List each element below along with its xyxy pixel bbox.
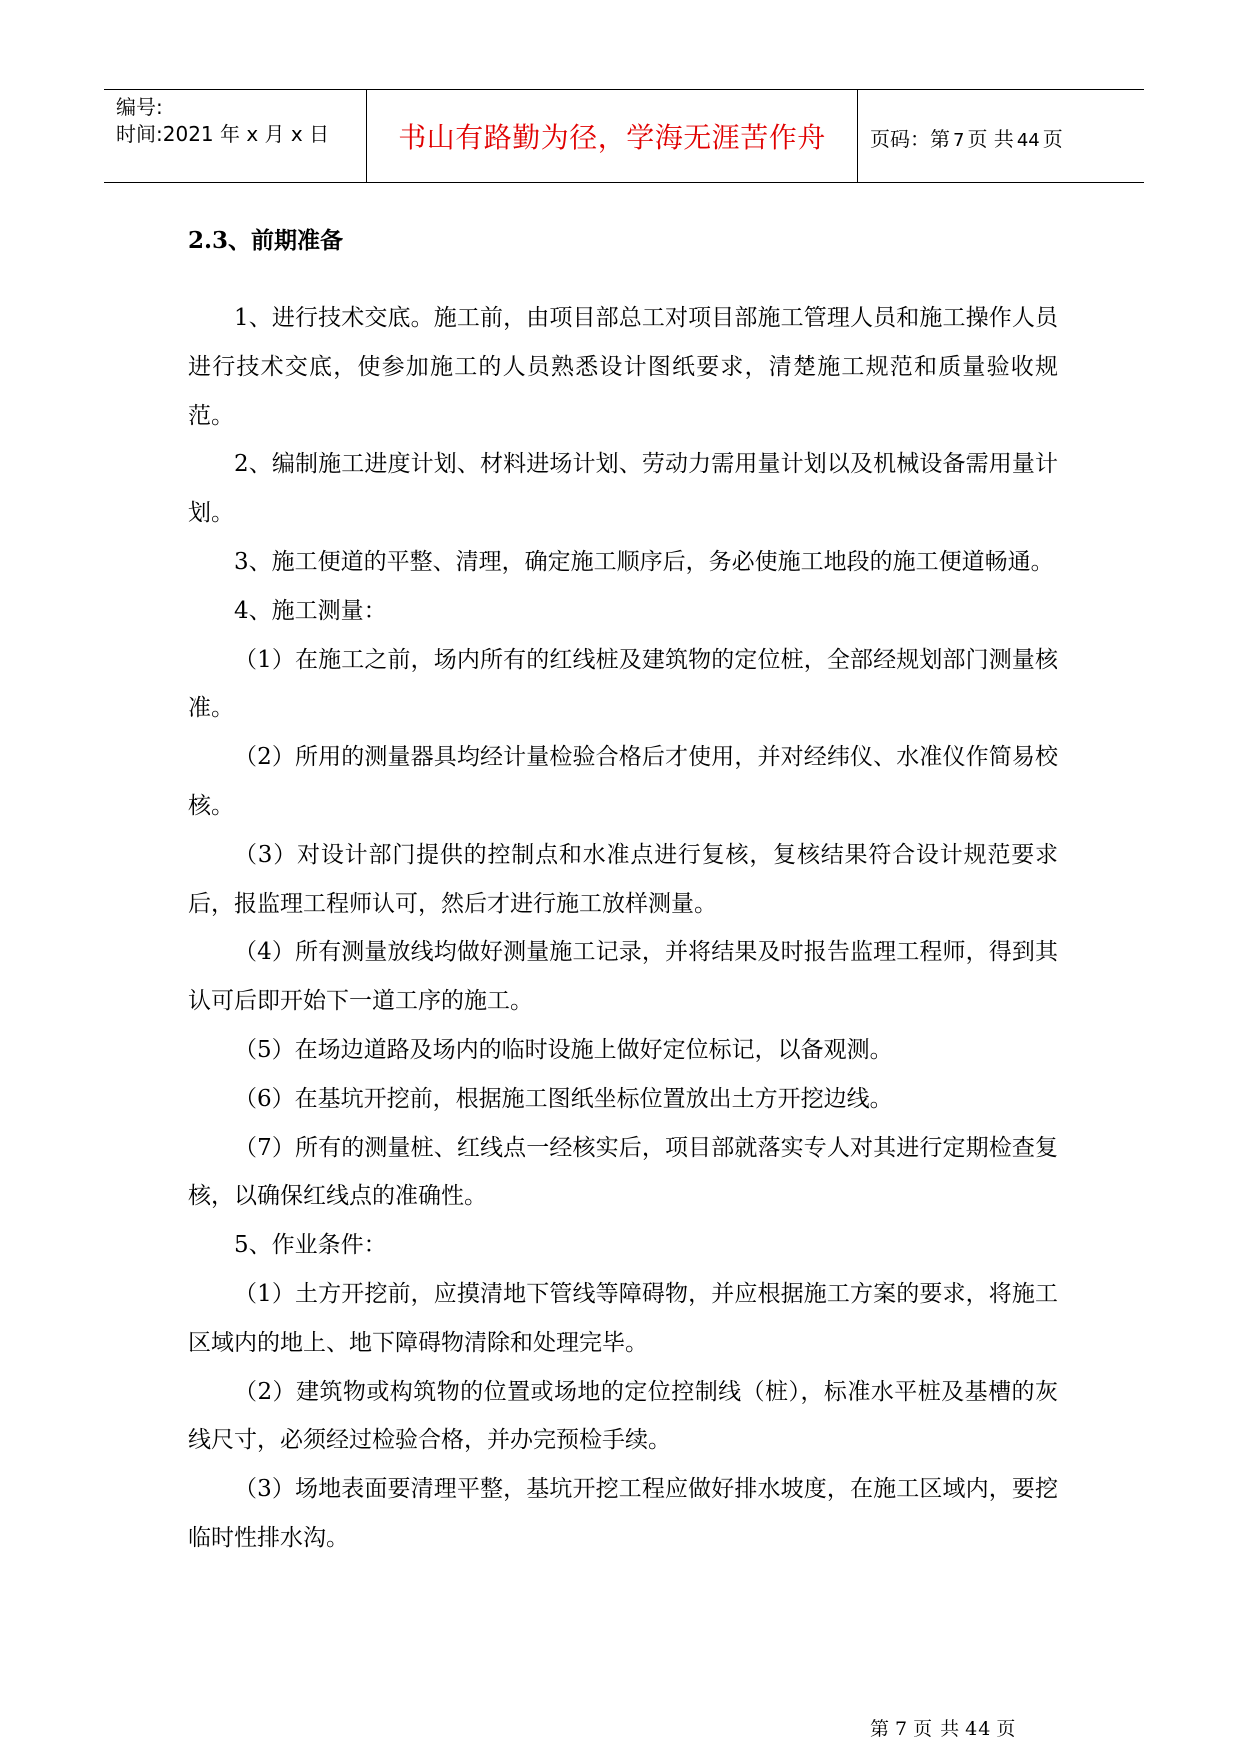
paragraph: （3）对设计部门提供的控制点和水准点进行复核，复核结果符合设计规范要求后，报监理工程师认可，然后才进行施工放样测量。	[188, 841, 1058, 917]
header-divider-right	[857, 90, 858, 182]
paragraph: （2）建筑物或构筑物的位置或场地的定位控制线（桩），标准水平桩及基槽的灰线尺寸，必须经过检验合格，并办完预检手续。	[188, 1378, 1058, 1454]
paragraph: （1）在施工之前，场内所有的红线桩及建筑物的定位桩，全部经规划部门测量核准。	[188, 646, 1058, 722]
section-title: 2.3、前期准备	[188, 227, 344, 254]
page-current: 7	[953, 130, 965, 151]
document-body	[188, 294, 1058, 1563]
paragraph: （1）土方开挖前，应摸清地下管线等障碍物，并应根据施工方案的要求，将施工区域内的地上、地下障碍物清除和处理完毕。	[188, 1280, 1058, 1356]
footer-total: 44	[965, 1718, 992, 1740]
page-suffix: 页	[1042, 127, 1063, 151]
page-total: 44	[1016, 130, 1040, 151]
page-prefix: 页码：第	[870, 127, 950, 151]
page-footer	[870, 1714, 1060, 1741]
paragraph: 4、施工测量：	[234, 597, 387, 624]
paragraph: （6）在基坑开挖前，根据施工图纸坐标位置放出土方开挖边线。	[234, 1085, 893, 1112]
header-meta	[116, 94, 329, 148]
footer-prefix: 第	[870, 1718, 891, 1740]
paragraph: 1、进行技术交底。施工前，由项目部总工对项目部施工管理人员和施工操作人员进行技术交底，使参加施工的人员熟悉设计图纸要求，清楚施工规范和质量验收规范。	[188, 305, 1058, 429]
page-mid: 页 共	[967, 127, 1014, 151]
paragraph: （7）所有的测量桩、红线点一经核实后，项目部就落实专人对其进行定期检查复核，以确保红线点的准确性。	[188, 1134, 1058, 1210]
paragraph: 3、施工便道的平整、清理，确定施工顺序后，务必使施工地段的施工便道畅通。	[234, 548, 1054, 575]
footer-current: 7	[895, 1718, 909, 1740]
time-line	[116, 121, 329, 148]
time-value: 2021 年 x 月 x 日	[162, 122, 330, 146]
time-label: 时间:	[116, 122, 163, 146]
paragraph: （5）在场边道路及场内的临时设施上做好定位标记，以备观测。	[234, 1036, 893, 1063]
footer-suffix: 页	[996, 1718, 1017, 1740]
page-header	[104, 89, 1144, 183]
footer-mid: 页 共	[913, 1718, 961, 1740]
paragraph: （4）所有测量放线均做好测量施工记录，并将结果及时报告监理工程师，得到其认可后即开始下一道工序的施工。	[188, 939, 1058, 1015]
paragraph: 5、作业条件：	[234, 1232, 387, 1259]
paragraph: （3）场地表面要清理平整，基坑开挖工程应做好排水坡度，在施工区域内，要挖临时性排水沟。	[188, 1476, 1058, 1551]
header-motto: 书山有路勤为径，学海无涯苦作舟	[398, 121, 826, 154]
paragraph: （2）所用的测量器具均经计量检验合格后才使用，并对经纬仪、水准仪作简易校核。	[188, 744, 1058, 819]
number-label: 编号:	[116, 95, 163, 119]
header-page-number	[870, 123, 1063, 152]
paragraph: 2、编制施工进度计划、材料进场计划、劳动力需用量计划以及机械设备需用量计划。	[188, 451, 1058, 527]
